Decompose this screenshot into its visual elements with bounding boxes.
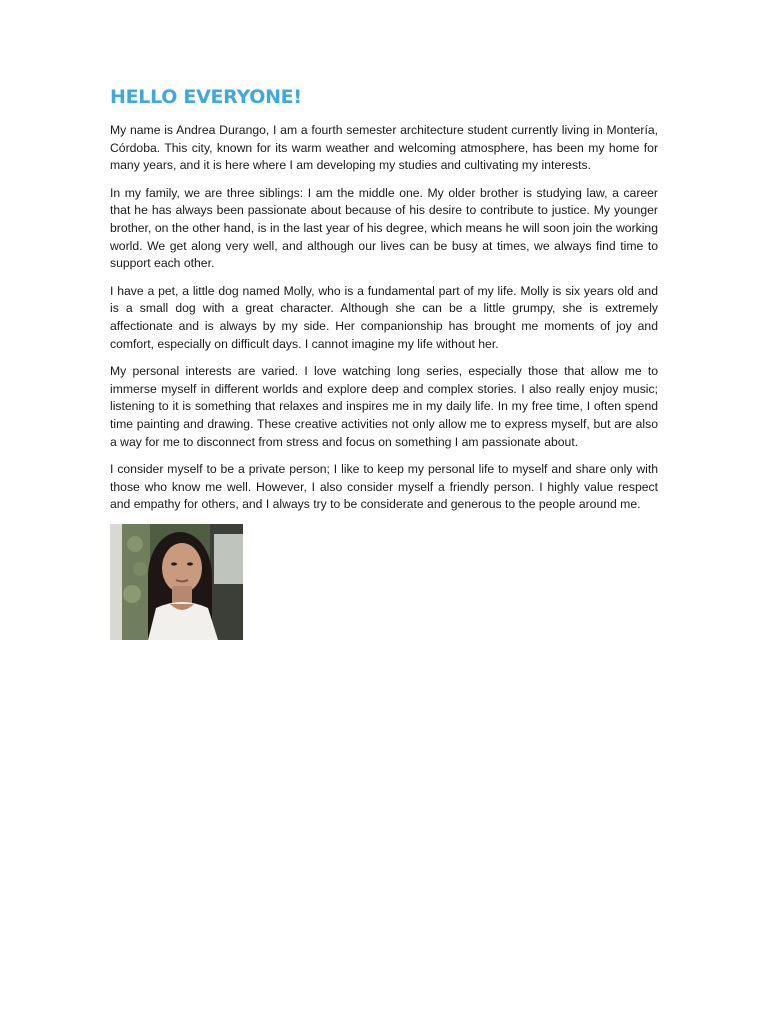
paragraph-pet: I have a pet, a little dog named Molly, who is a fundamental part of my life. Molly is six years old and is a small dog with a great character. Although she can be a little grumpy, she is extremely affectionate and is always by my side. Her companionship has brought me moments of joy and comfort, especially on difficult days. I cannot imagine my life without her. [110,283,658,351]
paragraph-family: In my family, we are three siblings: I am the middle one. My older brother is studying law, a career that he has always been passionate about because of his desire to contribute to justice. My younger brother, on the other hand, is in the last year of his degree, which means he will soon join the working world. We get along very well, and although our lives can be busy at times, we always find time to support each other. [110,185,658,271]
profile-photo [110,524,243,640]
paragraph-interests: My personal interests are varied. I love watching long series, especially those that allow me to immerse myself in different worlds and explore deep and complex stories. I also really enjoy music; listening to it is something that relaxes and inspires me in my daily life. In my free time, I often spend time painting and drawing. These creative activities not only allow me to express myself, but are also a way for me to disconnect from stress and focus on something I am passionate about. [110,364,658,449]
paragraph-intro: My name is Andrea Durango, I am a fourth semester architecture student currently living in Montería, Córdoba. This city, known for its warm weather and welcoming atmosphere, has been my home for many years, and it is here where I am developing my studies and cultivating my interests. [110,123,658,173]
page-title: HELLO EVERYONE! [110,86,302,108]
paragraph-personality: I consider myself to be a private person; I like to keep my personal life to myself and share only with those who know me well. However, I also consider myself a friendly person. I highly value respect and empathy for others, and I always try to be considerate and generous to the people around me. [110,462,658,512]
document-page [110,84,658,640]
